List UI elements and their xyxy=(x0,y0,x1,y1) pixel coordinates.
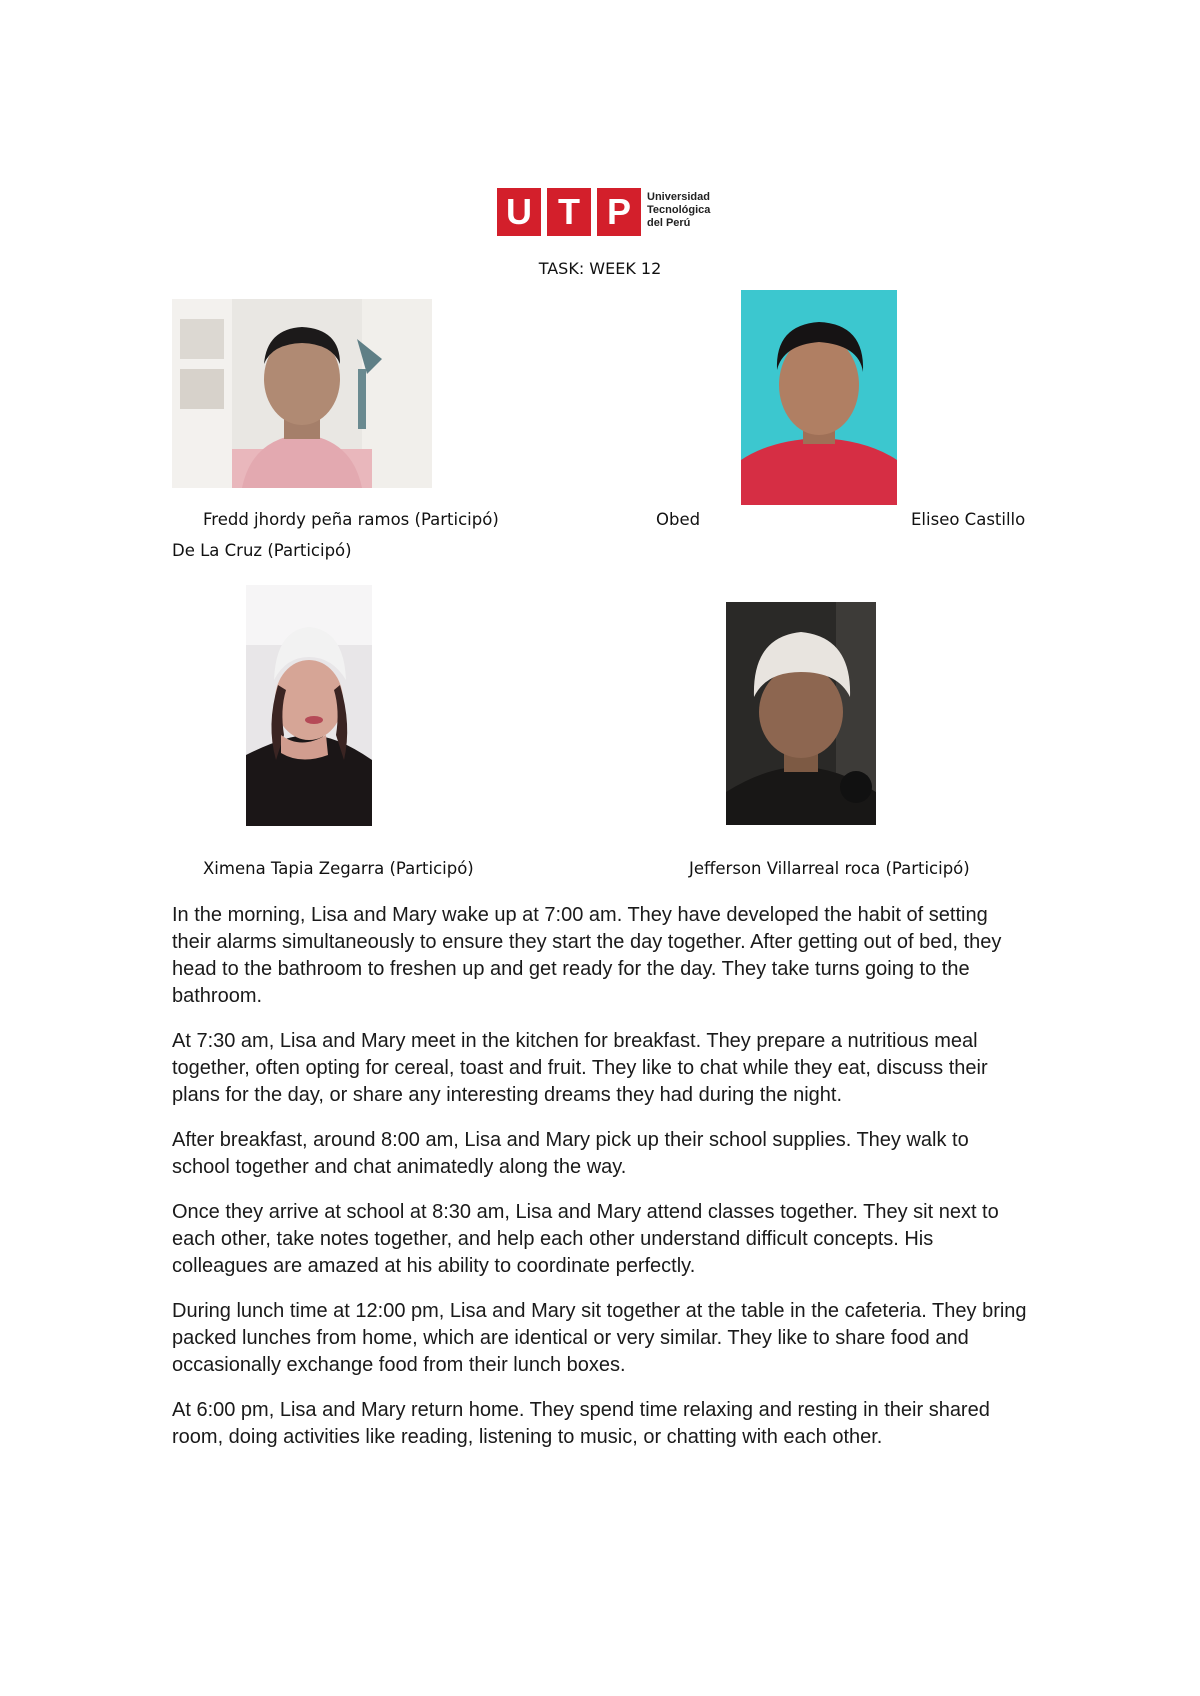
paragraph: Once they arrive at school at 8:30 am, Lisa and Mary attend classes together. They sit next to each other, take notes together, and help each other understand difficult concepts. His colleagues are amazed at his ability to coordinate perfectly. xyxy=(172,1201,999,1277)
caption-fredd: Fredd jhordy peña ramos (Participó) xyxy=(203,510,499,529)
logo-line-3: del Perú xyxy=(647,217,691,229)
photo-fredd xyxy=(172,299,432,488)
logo-letter-t: T xyxy=(547,188,591,236)
logo-letter-u: U xyxy=(497,188,541,236)
paragraph: At 7:30 am, Lisa and Mary meet in the kitchen for breakfast. They prepare a nutritious meal together, often opting for cereal, toast and fruit. They like to chat while they eat, discuss their plans for the day, or share any interesting dreams they had during the night. xyxy=(172,1030,988,1106)
logo-letter-p: P xyxy=(597,188,641,236)
body-text xyxy=(172,902,1032,1469)
logo-line-1: Universidad xyxy=(647,191,710,203)
photo-obed xyxy=(741,290,897,505)
utp-logo xyxy=(497,188,719,236)
caption-eliseo-line-1: Eliseo Castillo xyxy=(911,510,1026,529)
paragraph: At 6:00 pm, Lisa and Mary return home. They spend time relaxing and resting in their shared room, doing activities like reading, listening to music, or chatting with each other. xyxy=(172,1399,990,1448)
logo-university-name xyxy=(647,191,727,230)
page-title: TASK: WEEK 12 xyxy=(538,259,662,278)
logo-line-2: Tecnológica xyxy=(647,204,711,216)
caption-jefferson: Jefferson Villarreal roca (Participó) xyxy=(689,859,970,878)
paragraph: During lunch time at 12:00 pm, Lisa and Mary sit together at the table in the cafeteria. They bring packed lunches from home, which are identical or very similar. They like to share food and occasionally exchange food from their lunch boxes. xyxy=(172,1300,1027,1376)
caption-obed: Obed xyxy=(656,510,701,529)
paragraph: After breakfast, around 8:00 am, Lisa and Mary pick up their school supplies. They walk to school together and chat animatedly along the way. xyxy=(172,1129,969,1178)
photo-jefferson xyxy=(726,602,876,825)
photo-ximena xyxy=(246,585,372,826)
paragraph: In the morning, Lisa and Mary wake up at 7:00 am. They have developed the habit of setting their alarms simultaneously to ensure they start the day together. After getting out of bed, they head to the bathroom to freshen up and get ready for the day. They take turns going to the bathroom. xyxy=(172,904,1002,1007)
caption-ximena: Ximena Tapia Zegarra (Participó) xyxy=(203,859,474,878)
caption-eliseo-line-2: De La Cruz (Participó) xyxy=(172,541,352,560)
